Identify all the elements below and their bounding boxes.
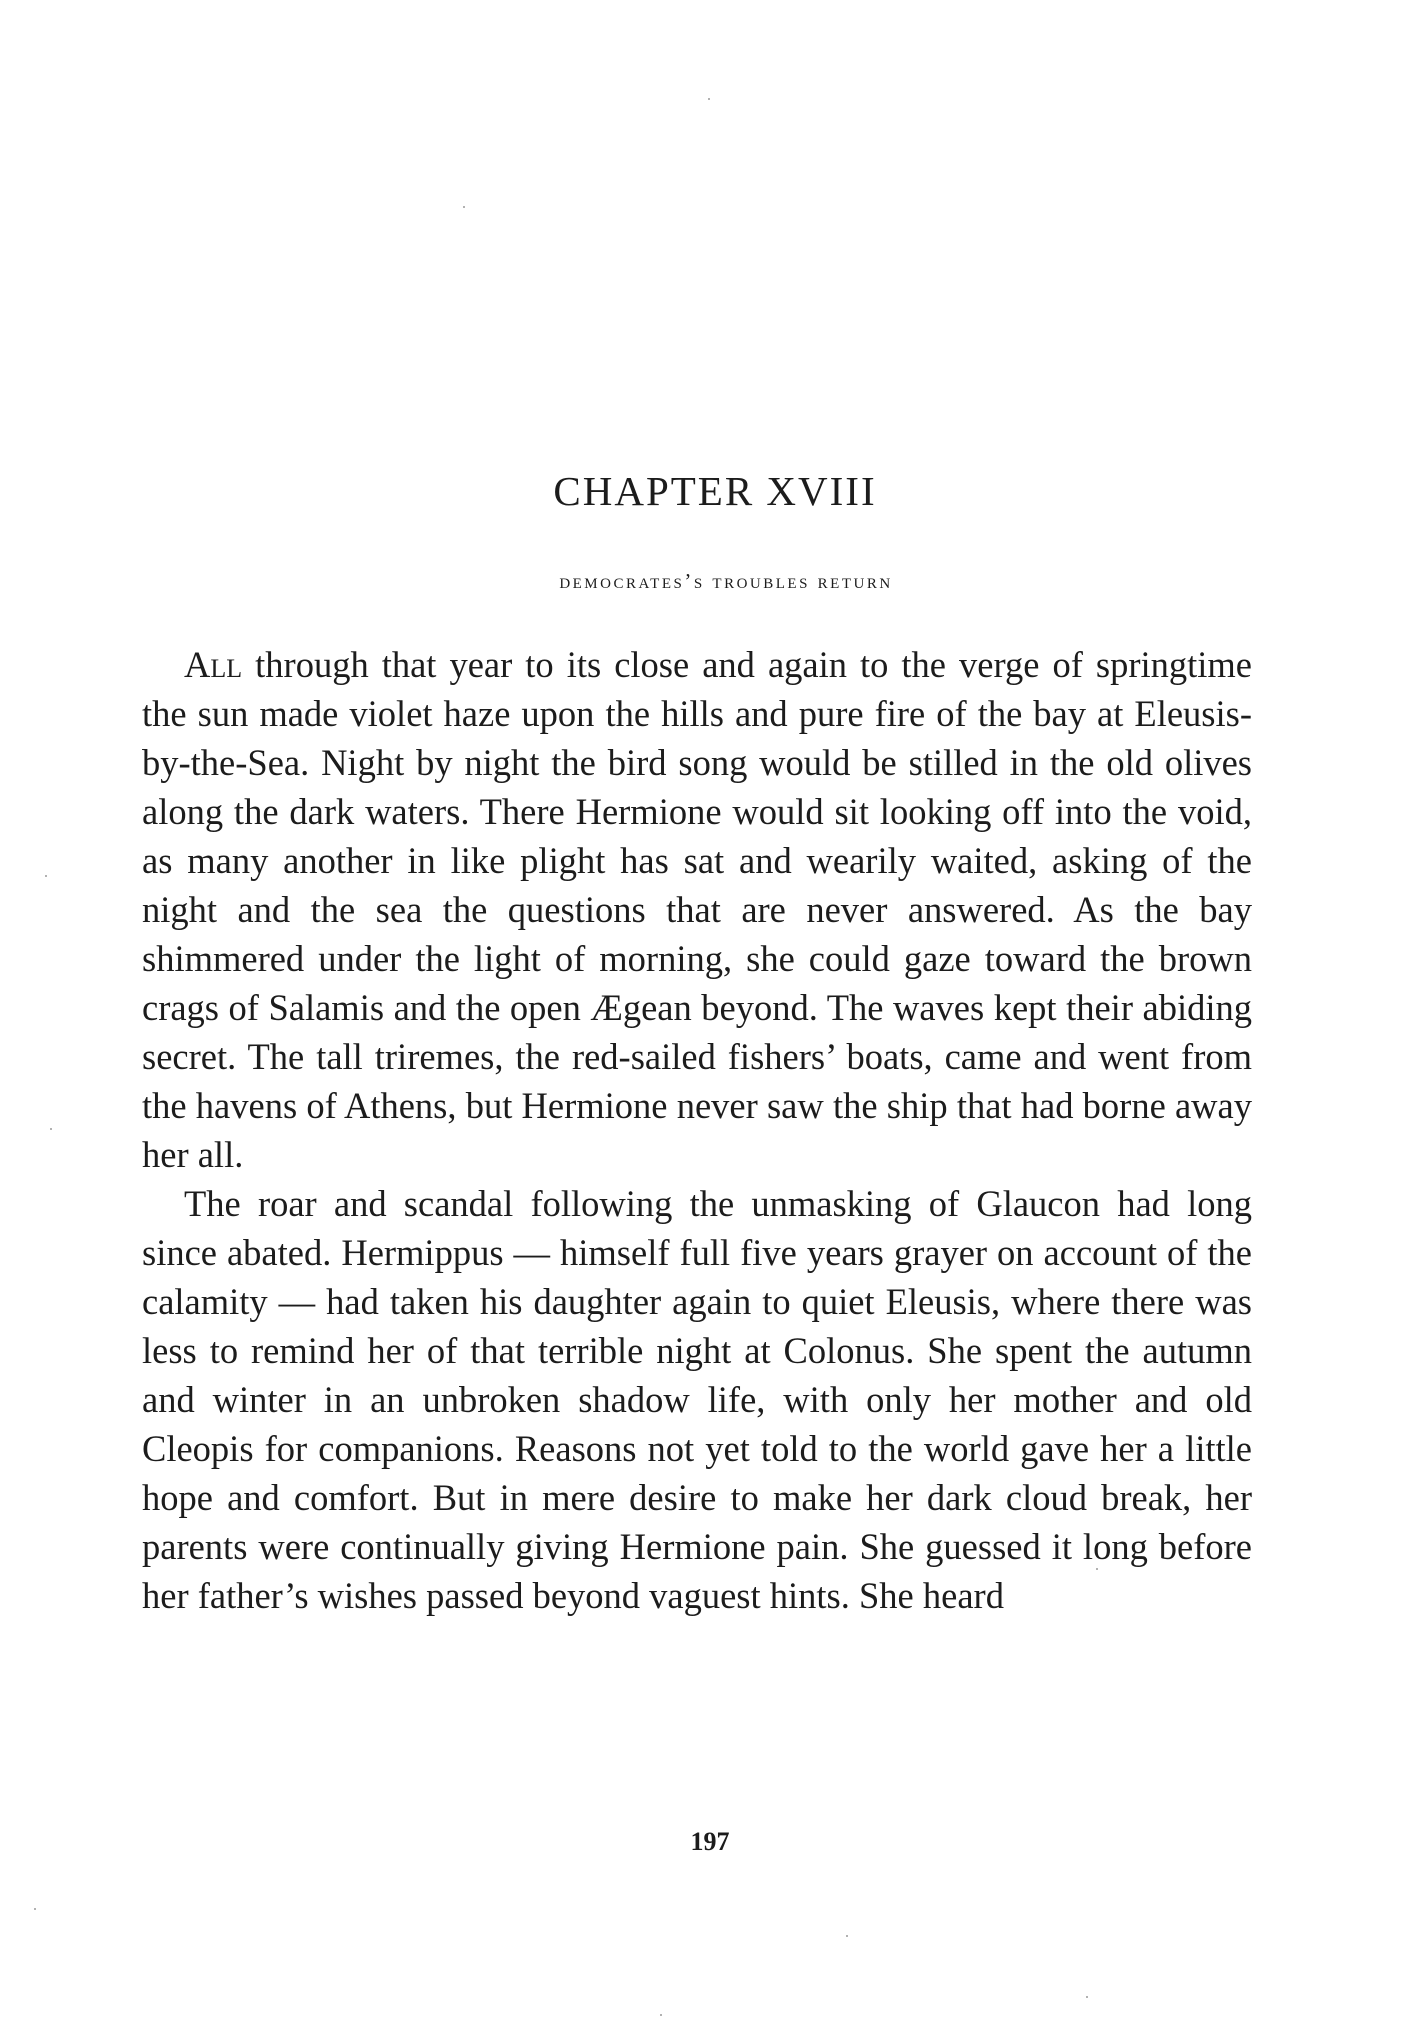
paragraph-1-lead: All [184, 644, 243, 685]
body-text [142, 640, 1252, 1620]
paper-speck [45, 875, 47, 877]
paragraph-1 [142, 640, 1252, 1179]
paper-speck [1096, 1568, 1098, 1570]
chapter-title: CHAPTER XVIII [553, 468, 877, 514]
paper-speck [708, 98, 710, 100]
chapter-subtitle: democrates’s troubles return [559, 569, 893, 593]
paper-speck [1086, 1996, 1088, 1998]
paragraph-2 [142, 1179, 1252, 1620]
page-number: 197 [690, 1827, 730, 1856]
paragraph-2-text: The roar and scandal following the unmasking of Glaucon had long since abated. Hermippus — himself full five years grayer on account of the calamity — had taken his daughter again to quiet Eleusis, where there was less to remind her of that terrible night at Colonus. She spent the autumn and winter in an unbroken shadow life, with only her mother and old Cleopis for companions. Reasons not yet told to the world gave her a little hope and comfort. But in mere desire to make her dark cloud break, her parents were continually giving Hermione pain. She guessed it long before her father’s wishes passed beyond vaguest hints. She heard [142, 1183, 1252, 1616]
paragraph-1-text: through that year to its close and again to the verge of springtime the sun made violet haze upon the hills and pure fire of the bay at Eleusis-by-the-Sea. Night by night the bird song would be stilled in the old olives along the dark waters. There Hermione would sit looking off into the void, as many another in like plight has sat and wearily waited, asking of the night and the sea the questions that are never answered. As the bay shimmered under the light of morning, she could gaze toward the brown crags of Salamis and the open Ægean beyond. The waves kept their abiding secret. The tall triremes, the red-sailed fishers’ boats, came and went from the havens of Athens, but Hermione never saw the ship that had borne away her all. [142, 644, 1252, 1175]
paper-speck [660, 2014, 662, 2016]
paper-speck [846, 1935, 848, 1937]
paper-speck [34, 1908, 36, 1910]
paper-speck [50, 1128, 52, 1130]
paper-speck [463, 206, 465, 208]
